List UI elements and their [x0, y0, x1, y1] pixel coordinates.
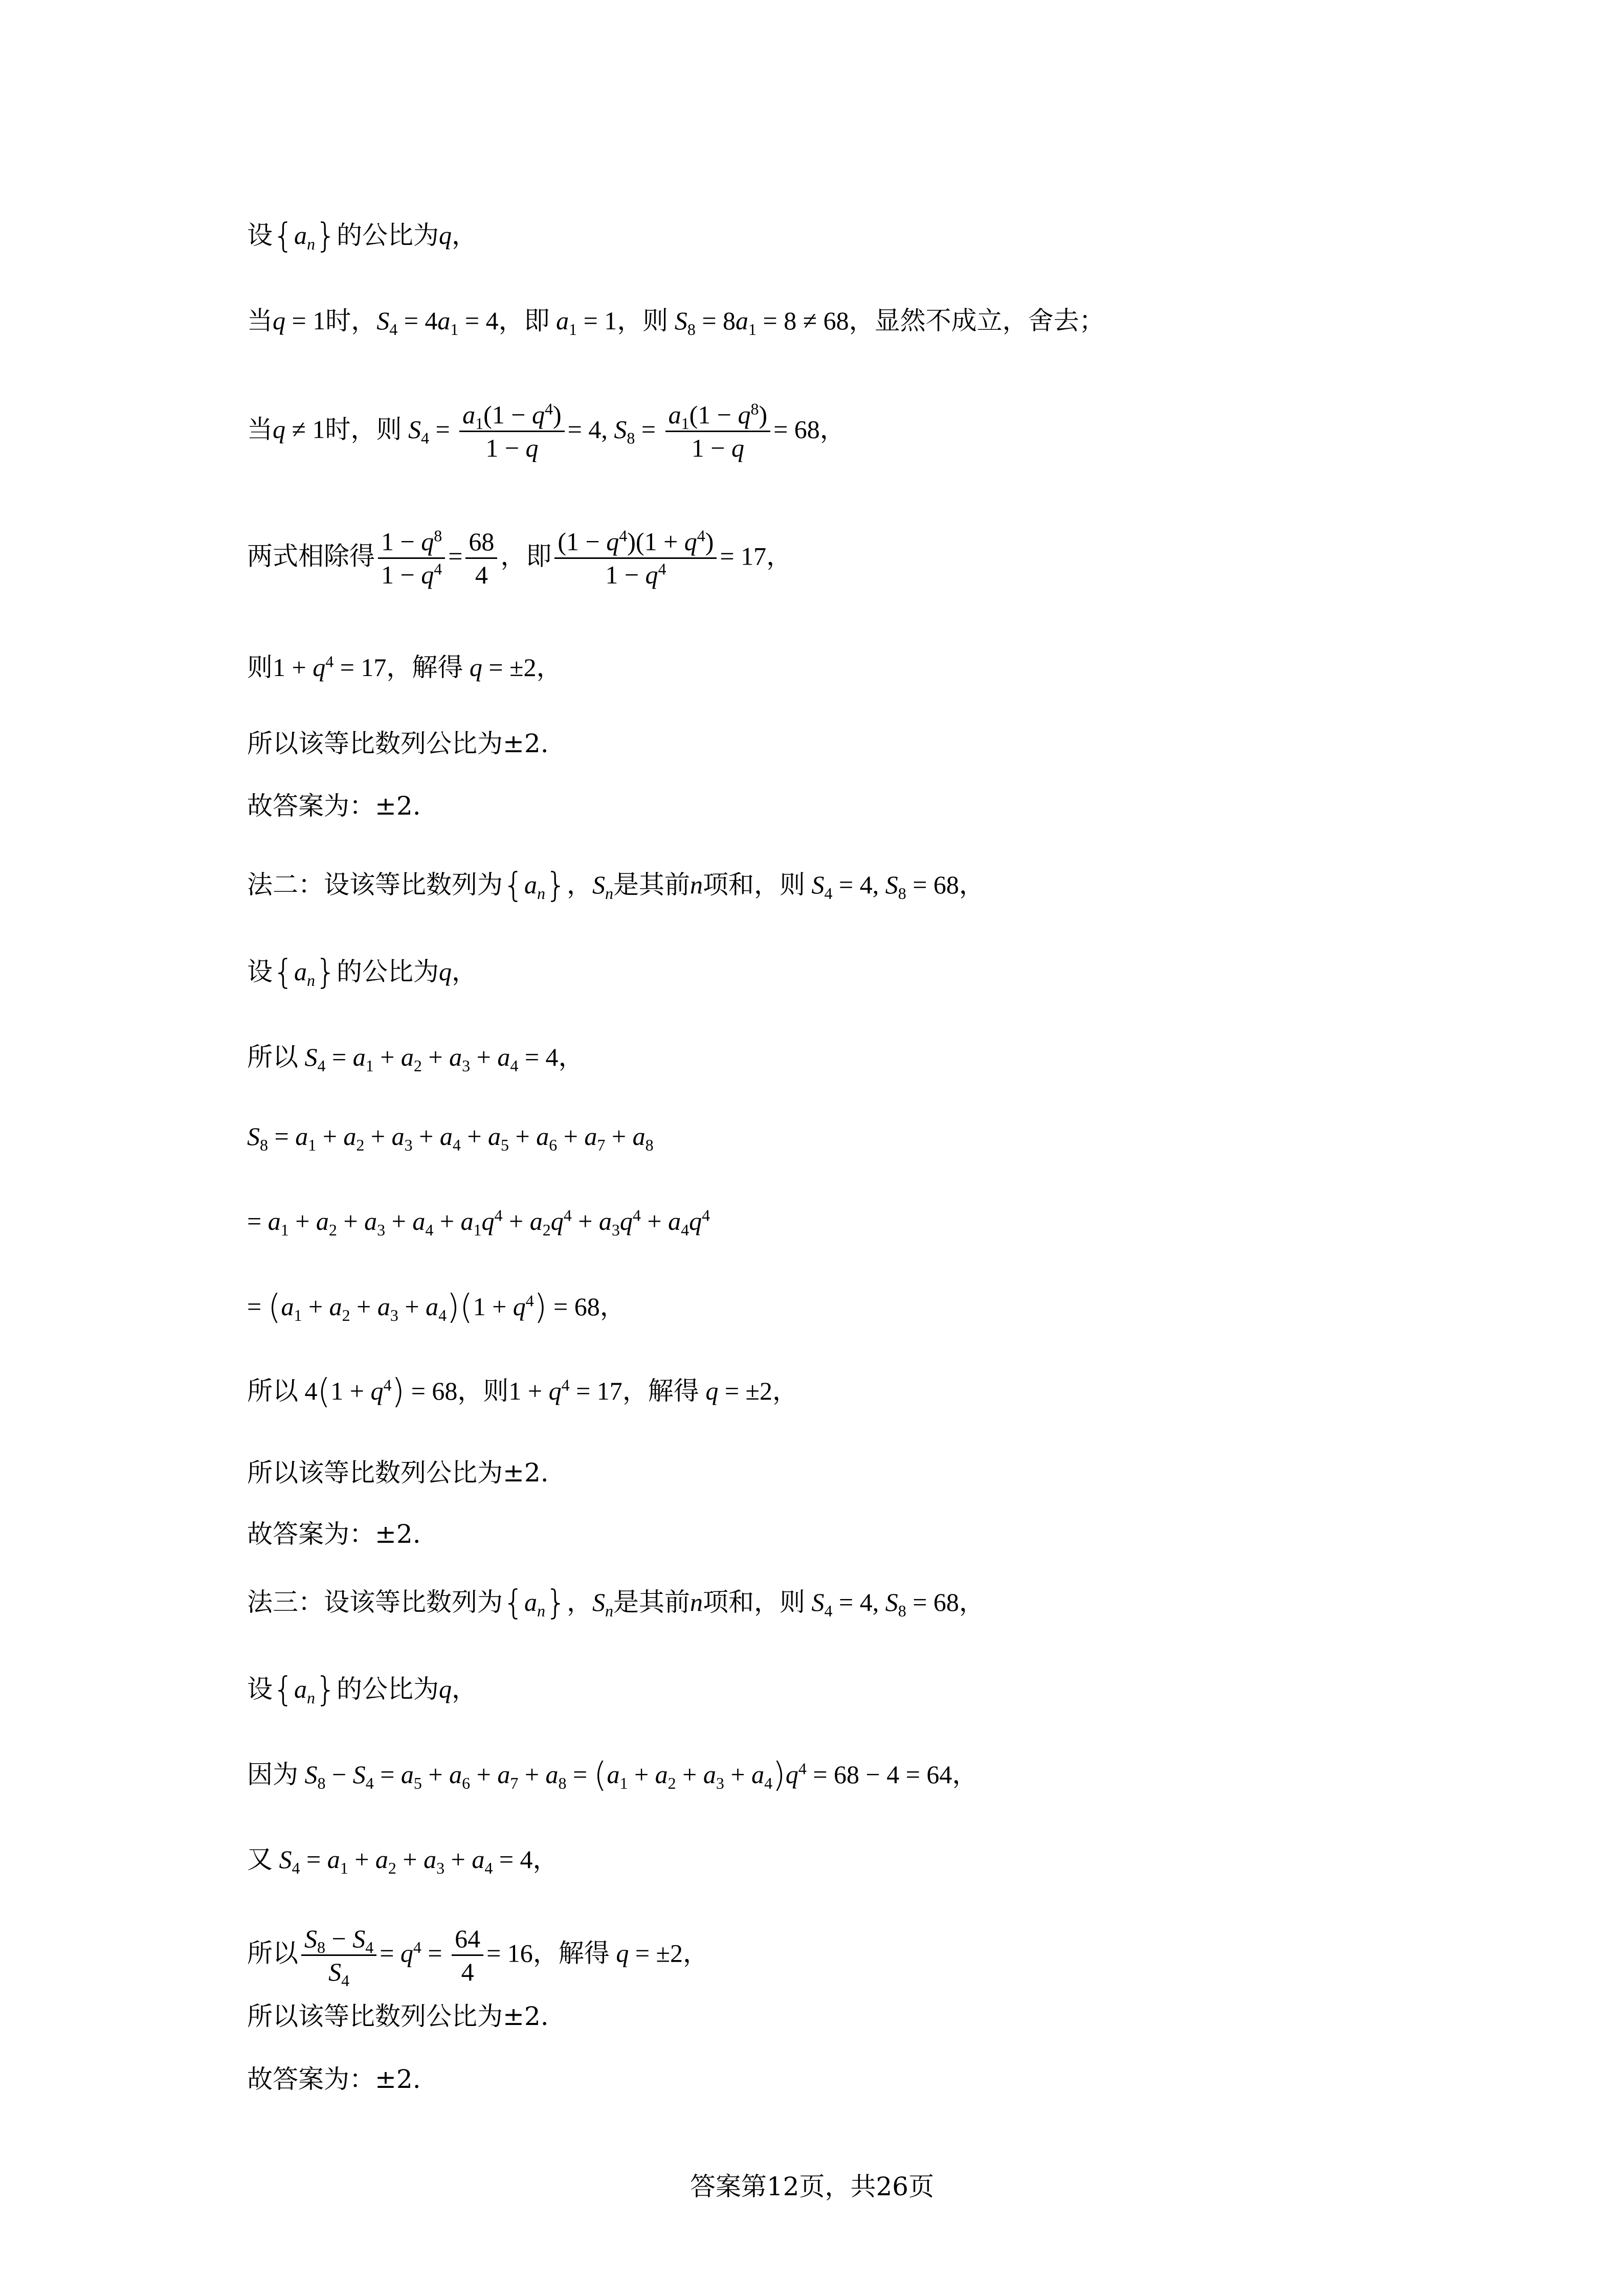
line-7: 故答案为：±2.	[247, 791, 421, 821]
line-11: $S_8 = a_1 + a_2 + a_3 + a_4 + a_5 + a_6 + a_7 + a_8$	[247, 1122, 654, 1154]
line-12: = $a_1 + a_2 + a_3 + a_4 + a_1q^4 + a_2q^4 + a_3q^4 + a_4q^4$	[247, 1206, 710, 1239]
line-22: 所以该等比数列公比为±2.	[247, 2001, 549, 2031]
line-6: 所以该等比数列公比为±2.	[247, 729, 549, 758]
line-10: 所以 $S_4 = a_1 + a_2 + a_3 + a_4 = 4$，	[247, 1042, 584, 1075]
line-20: 又 $S_4 = a_1 + a_2 + a_3 + a_4 = 4$，	[247, 1844, 559, 1877]
line-21: 所以 $\frac{S_8 - S_4}{S_4}$ = $q^4$ = $\frac{64}{4}$ = 16，解得 q = ±2，	[247, 1923, 708, 1988]
line-3: 当q ≠ 1时，则 $S_4$ = $\frac{a_1(1 - q^4)}{1 - q}$ = 4, $S_8$ = $\frac{a_1(1 - q^8)}{1 - q}$ = 68，	[247, 399, 846, 462]
line-18: 设$\{a_n\}$的公比为q，	[247, 1670, 477, 1709]
line-1: 设$\{a_n\}$的公比为q，	[247, 216, 477, 255]
line-8: 法二：设该等比数列为$\{a_n\}$，$S_n$是其前n项和，则 $S_4 = 4$, $S_8 = 68$，	[247, 865, 985, 905]
line-17: 法三：设该等比数列为$\{a_n\}$，$S_n$是其前n项和，则 $S_4 = 4$, $S_8 = 68$，	[247, 1583, 985, 1622]
line-13: = $(a_1 + a_2 + a_3 + a_4)(1 + q^4) = 68$，	[247, 1287, 626, 1326]
line-15: 所以该等比数列公比为±2.	[247, 1458, 549, 1488]
line-16: 故答案为：±2.	[247, 1519, 421, 1549]
line-23: 故答案为：±2.	[247, 2064, 421, 2094]
line-9: 设$\{a_n\}$的公比为q，	[247, 952, 477, 992]
line-19: 因为 $S_8 - S_4 = a_5 + a_6 + a_7 + a_8 = (a_1 + a_2 + a_3 + a_4)q^4 = 68 - 4 = 64$，	[247, 1755, 978, 1794]
page-footer: 答案第12页，共26页	[689, 2172, 935, 2201]
line-5: 则$1 + q^4 = 17$，解得 q = ±2，	[247, 652, 562, 682]
line-14: 所以 $4(1 + q^4) = 68$，则$1 + q^4 = 17$，解得 q = ±2，	[247, 1371, 798, 1411]
line-2: 当q = 1时，$S_4 = 4a_1 = 4$，即 $a_1 = 1$，则 $S_8 = 8a_1 = 8 \ne 68$，显然不成立，舍去；	[247, 306, 1105, 339]
line-4: 两式相除得 $\frac{1 - q^8}{1 - q^4}$ = $\frac{68}{4}$ ，即 $\frac{(1 - q^4)(1 + q^4)}{1 - q^4}$ = 17，	[247, 526, 792, 589]
